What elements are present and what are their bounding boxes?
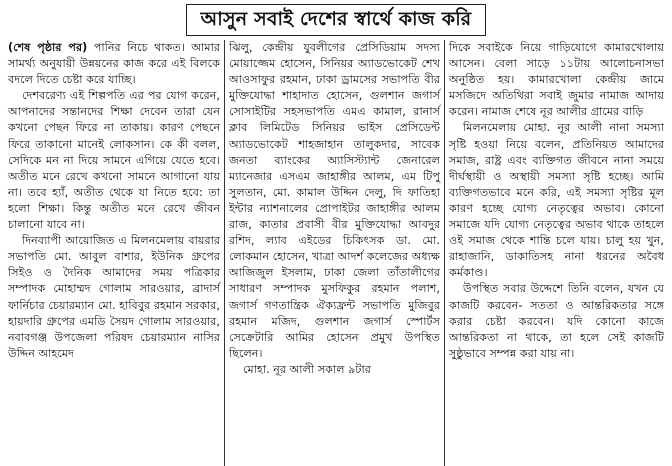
headline: আসুন সবাই দেশের স্বার্থে কাজ করি [186, 4, 487, 36]
column-1-paragraph-1 [8, 40, 220, 88]
column-1 [4, 40, 224, 466]
column-3 [444, 40, 668, 466]
column-1-paragraph-2: দেশবরেণ্য এই শিল্পপতি এর পর যোগ করেন, আপনাদের সন্তানদের শিক্ষা দেবেন তারা যেন কখনো পেছন ফিরে না তাকায়। কারণ পেছনে ফিরে তাকানো মানেই লোকসান। কে কী বলল, সেদিকে মন না দিয়ে সামনে এগিয়ে যেতে হবে। অতীত মনে রেখে কখনো সামনে আগানো যায় না। তবে হ্যাঁ, অতীত থেকে যা নিতে হবে: তা হলো শিক্ষা। কিন্তু অতীত মনে রেখে জীবন চালানো যাবে না। [8, 89, 220, 232]
column-3-paragraph-2: মিলনমেলায় মোহা. নূর আলী নানা সমস্যা সৃষ্টি হওয়া নিয়ে বলেন, প্রতিনিয়ত আমাদের সমাজ, রাষ্ট্র এবং ব্যক্তিগত জীবনে নানা সময়ে দীর্ঘস্থায়ী ও অস্থায়ী সমস্যা সৃষ্টি হচ্ছে। আমি ব্যক্তিগতভাবে মনে করি, এই সমস্যা সৃষ্টির মূল কারণ হচ্ছে যোগ্য নেতৃত্বের অভাব। কোনো সমাজে যদি যোগ্য নেতৃত্বের অভাব থাকে তাহলে ওই সমাজ থেকে শান্তি চলে যায়। চালু হয় খুন, রাহাজানি, ডাকাতিসহ নানা ধরনের অবৈধ কর্মকাণ্ড। [449, 121, 664, 280]
column-2-paragraph-1: ঝিলু, কেন্দ্রীয় যুবলীগের প্রেসিডিয়াম সদস্য মোয়াজ্জেম হোসেন, সিনিয়র অ্যাডভোকেট শেখ আওসাফুর রহমান, ঢাকা ড্রামসের সভাপতি বীর মুক্তিযোদ্ধা শাহাদাত হোসেন, গুলশান জগার্স সোসাইটির সহসভাপতি এমএ কামাল, রানার্স ক্লাব লিমিটেড সিনিয়র ভাইস প্রেসিডেন্ট অ্যাডভোকেট শাহজাহান তালুকদার, সাবেক জনতা ব্যাংকের অ্যাসিস্ট্যান্ট জেনারেল ম্যানেজার এসএম জাহাঙ্গীর আলম, এম টিপু সুলতান, মো. কামাল উদ্দিন দেলু, দি ফাতিহা ইন্টার ন্যাশনালের প্রোপাইটর জাহাঙ্গীর আলম রাজ, কাতার প্রবাসী বীর মুক্তিযোদ্ধা আবদুর রশিদ, ল্যাব এইডের চিকিৎসক ডা. মো. লোকমান হোসেন, খাত্রা আদর্শ কলেজের অধ্যক্ষ আজিজুল ইসলাম, ঢাকা জেলা তাঁতালীগের সাধারণ সম্পাদক মুসফিকুর রহমান পলাশ, জগার্স গণতান্ত্রিক ঐক্যফ্রন্ট সভাপতি মুজিবুর রহমান মজিদ, গুলশান জগার্স স্পোর্টস সেক্রেটারি আমির হোসেন প্রমুখ উপস্থিত ছিলেন। [229, 41, 440, 360]
headline-wrap [4, 4, 668, 36]
column-2 [224, 40, 444, 466]
column-1-paragraph-3: দিনব্যাপী আয়োজিত এ মিলনমেলায় বায়রার সভাপতি মো. আবুল বাশার, ইউনিক গ্রুপের সিইও ও দৈনিক আমাদের সময় পত্রিকার সম্পাদক মোহাম্মদ গোলাম সারওয়ার, ব্রাদার্স ফার্নিচার চেয়ারম্যান মো. হাবিবুর রহমান সরকার, হায়দারি গ্রুপের এমডি সৈয়দ গোলাম সারওয়ার, নবাবগঞ্জ উপজেলা পরিষদ চেয়ারম্যান নাসির উদ্দিন আহমেদ [8, 234, 220, 360]
article-columns [4, 40, 668, 466]
continued-label: (শেষ পৃষ্ঠার পর) [8, 41, 88, 54]
column-3-paragraph-1: দিকে সবাইকে নিয়ে গাড়িযোগে কামারখোলায় আসেন। বেলা সাড়ে ১১টায় আলোচনাসভা অনুষ্ঠিত হয়। কামারখোলা কেন্দ্রীয় জামে মসজিদে অতিথিরা সবাই জুমার নামাজ আদায় করেন। নামাজ শেষে নূর আলীর গ্রামের বাড়ি [449, 41, 664, 119]
column-2-paragraph-2: মোহা. নূর আলী সকাল ৯টার [243, 362, 371, 376]
column-3-paragraph-3: উপস্থিত সবার উদ্দেশে তিনি বলেন, যখন যে কাজটি করবেন- সততা ও আন্তরিকতার সঙ্গে করার চেষ্টা করবেন। যদি কোনো কাজে আন্তরিকতা না থাকে, তা হলে সেই কাজটি সুষ্ঠুভাবে সম্পন্ন করা যায় না। [449, 282, 664, 360]
paragraph-text: পানির নিচে থাকত। আমার সামর্থ্য অনুযায়ী উন্নয়নের কাজ করে এই বিলকে বদলে দিতে চেষ্টা করে যাচ্ছি। [8, 41, 221, 87]
